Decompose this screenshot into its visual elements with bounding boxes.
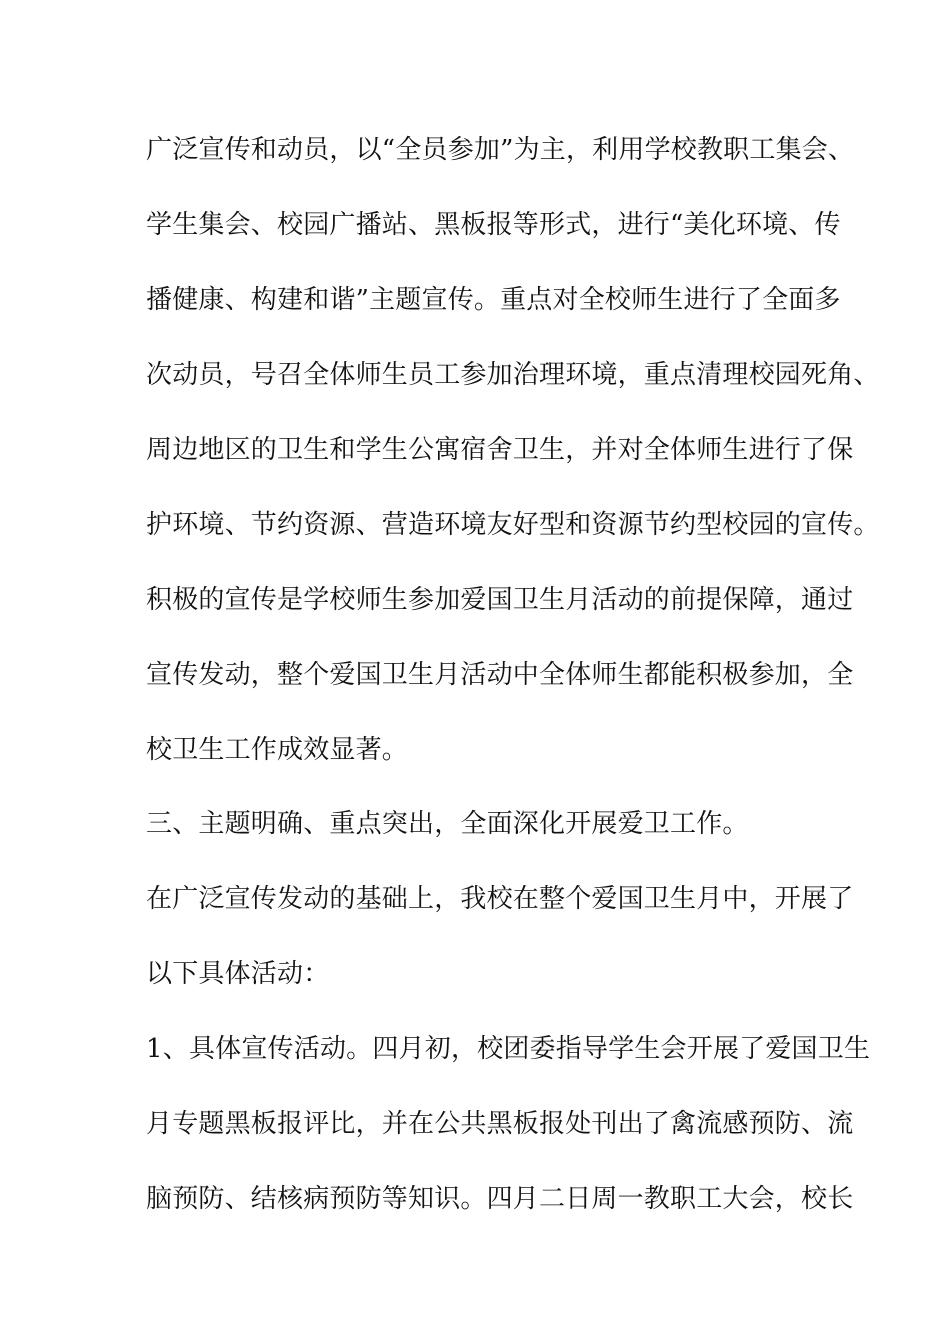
text-line-2: 学生集会、校园广播站、黑板报等形式，进行“美化环境、传: [146, 210, 841, 240]
text-line-8: 宣传发动，整个爱国卫生月活动中全体师生都能积极参加，全: [146, 660, 854, 690]
text-line-6: 护环境、节约资源、营造环境友好型和资源节约型校园的宣传。: [146, 510, 880, 540]
text-line-15: 脑预防、结核病预防等知识。四月二日周一教职工大会，校长: [146, 1184, 854, 1214]
text-line-13: 1、具体宣传活动。四月初，校团委指导学生会开展了爱国卫生: [146, 1034, 871, 1064]
text-line-12: 以下具体活动：: [146, 959, 330, 989]
text-line-9: 校卫生工作成效显著。: [146, 735, 409, 765]
text-line-14: 月专题黑板报评比，并在公共黑板报处刊出了禽流感预防、流: [146, 1109, 854, 1139]
text-line-7: 积极的宣传是学校师生参加爱国卫生月活动的前提保障，通过: [146, 585, 854, 615]
text-line-5: 周边地区的卫生和学生公寓宿舍卫生，并对全体师生进行了保: [146, 435, 854, 465]
text-line-1: 广泛宣传和动员，以“全员参加”为主，利用学校教职工集会、: [146, 135, 855, 165]
text-line-11: 在广泛宣传发动的基础上，我校在整个爱国卫生月中，开展了: [146, 884, 854, 914]
section-heading: 三、主题明确、重点突出，全面深化开展爱卫工作。: [146, 809, 749, 839]
text-line-4: 次动员，号召全体师生员工参加治理环境，重点清理校园死角、: [146, 360, 880, 390]
text-line-3: 播健康、构建和谐”主题宣传。重点对全校师生进行了全面多: [146, 285, 841, 315]
